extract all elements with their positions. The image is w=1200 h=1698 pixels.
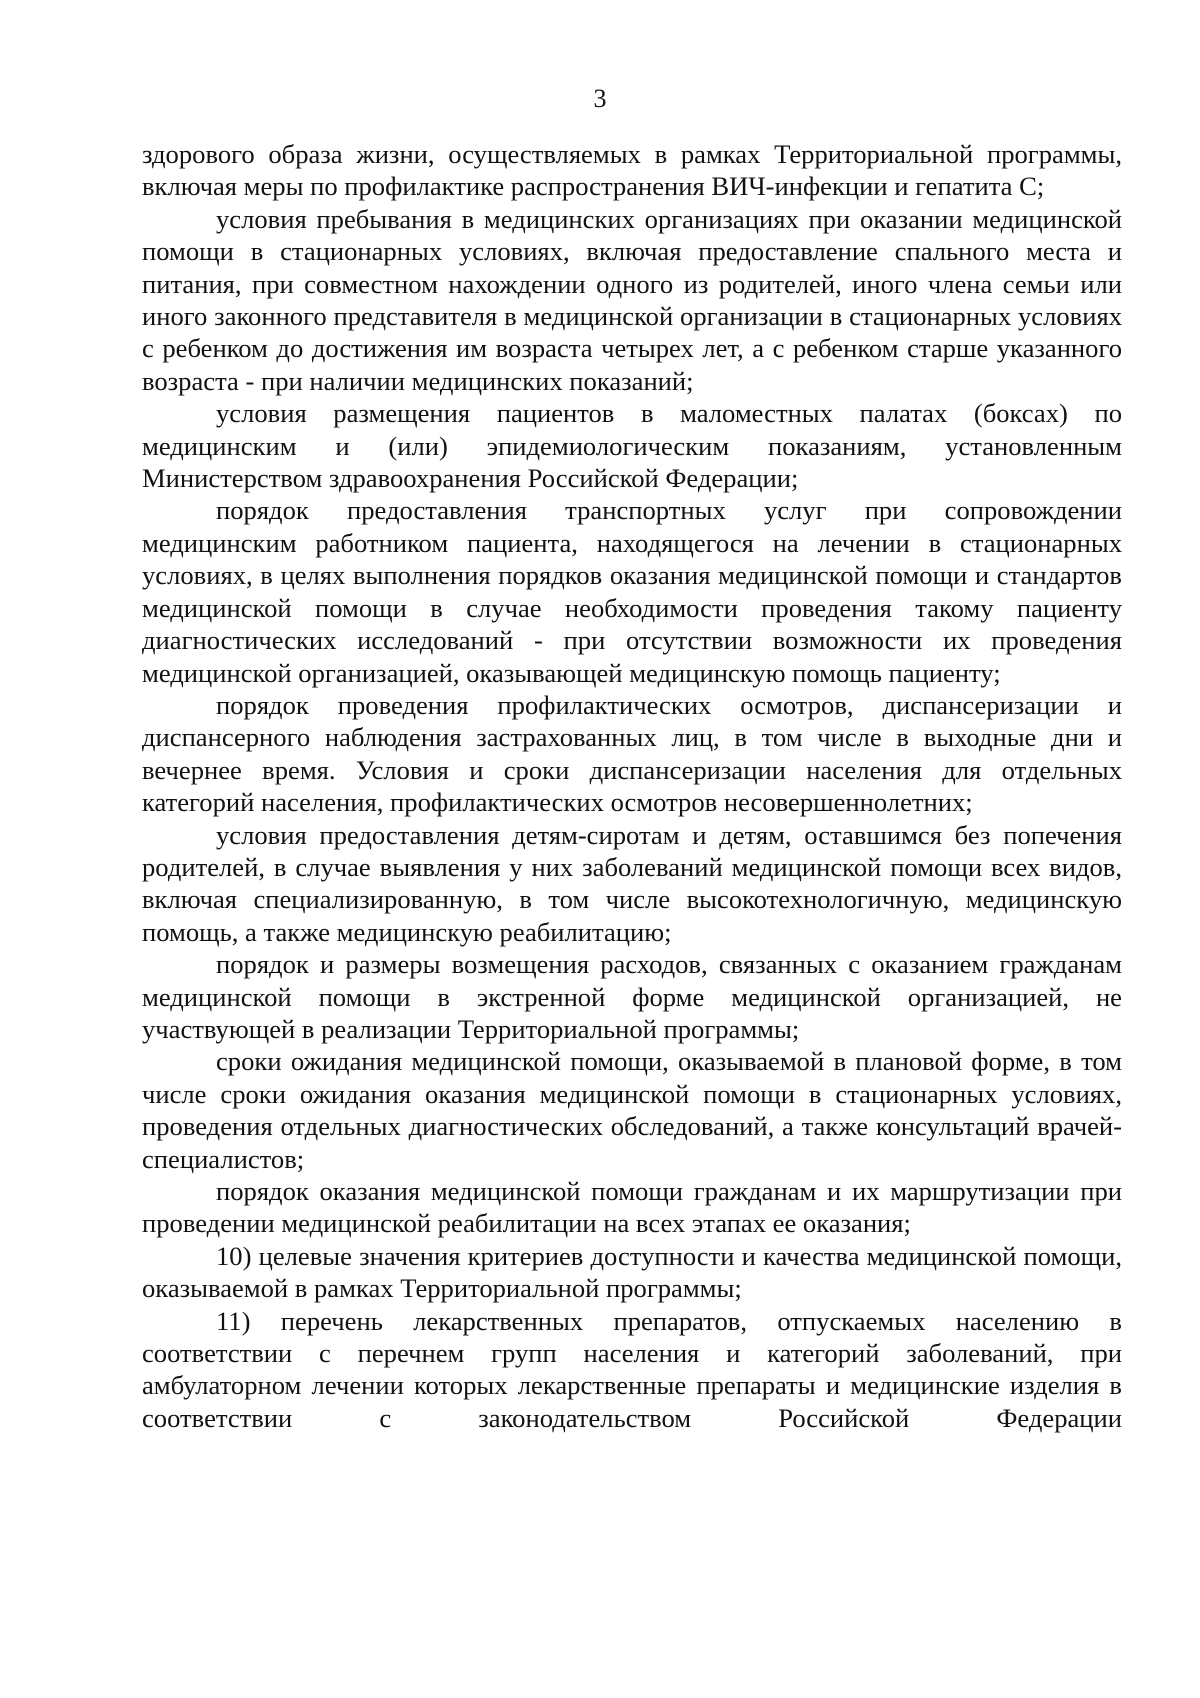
paragraph-small-ward-placement: условия размещения пациентов в маломестных палатах (боксах) по медицинским и (или) эпидемиологическим показаниям, установленным Министерством здравоохранения Российской Федерации; xyxy=(142,398,1122,494)
page-number: 3 xyxy=(593,84,607,113)
paragraph-item-10-criteria: 10) целевые значения критериев доступности и качества медицинской помощи, оказываемой в рамках Территориальной программы; xyxy=(142,1240,1122,1304)
paragraph-rehabilitation-routing: порядок оказания медицинской помощи гражданам и их маршрутизации при проведении медицинской реабилитации на всех этапах ее оказания; xyxy=(142,1176,1122,1239)
paragraph-waiting-times: сроки ожидания медицинской помощи, оказываемой в плановой форме, в том числе сроки ожидания оказания медицинской помощи в стационарных условиях, проведения отдельных диагностических обследований, а также консультаций врачей-специалистов; xyxy=(142,1046,1122,1174)
paragraph-item-11-drug-list: 11) перечень лекарственных препаратов, отпускаемых населению в соответствии с перечнем групп населения и категорий заболеваний, при амбулаторном лечении которых лекарственные препараты и медицинские изделия в соответствии с законодательством Российской Федерации xyxy=(142,1305,1122,1433)
document-body xyxy=(142,138,1122,1434)
paragraph-healthy-lifestyle: здорового образа жизни, осуществляемых в рамках Территориальной программы, включая меры по профилактике распространения ВИЧ-инфекции и гепатита С; xyxy=(142,139,1122,202)
paragraph-transport-services: порядок предоставления транспортных услуг при сопровождении медицинским работником пациента, находящегося на лечении в стационарных условиях, в целях выполнения порядков оказания медицинской помощи и стандартов медицинской помощи в случае необходимости проведения такому пациенту диагностических исследований - при отсутствии возможности их проведения медицинской организацией, оказывающей медицинскую помощь пациенту; xyxy=(142,495,1122,688)
paragraph-hospital-stay-conditions: условия пребывания в медицинских организациях при оказании медицинской помощи в стационарных условиях, включая предоставление спального места и питания, при совместном нахождении одного из родителей, иного члена семьи или иного законного представителя в медицинской организации в стационарных условиях с ребенком до достижения им возраста четырех лет, а с ребенком старше указанного возраста - при наличии медицинских показаний; xyxy=(142,203,1122,396)
paragraph-emergency-reimbursement: порядок и размеры возмещения расходов, связанных с оказанием гражданам медицинской помощи в экстренной форме медицинской организацией, не участвующей в реализации Территориальной программы; xyxy=(142,949,1122,1044)
paragraph-orphan-children-care: условия предоставления детям-сиротам и детям, оставшимся без попечения родителей, в случае выявления у них заболеваний медицинской помощи всех видов, включая специализированную, в том числе высокотехнологичную, медицинскую помощь, а также медицинскую реабилитацию; xyxy=(142,819,1122,947)
paragraph-preventive-examinations: порядок проведения профилактических осмотров, диспансеризации и диспансерного наблюдения застрахованных лиц, в том числе в выходные дни и вечернее время. Условия и сроки диспансеризации населения для отдельных категорий населения, профилактических осмотров несовершеннолетних; xyxy=(142,689,1122,818)
